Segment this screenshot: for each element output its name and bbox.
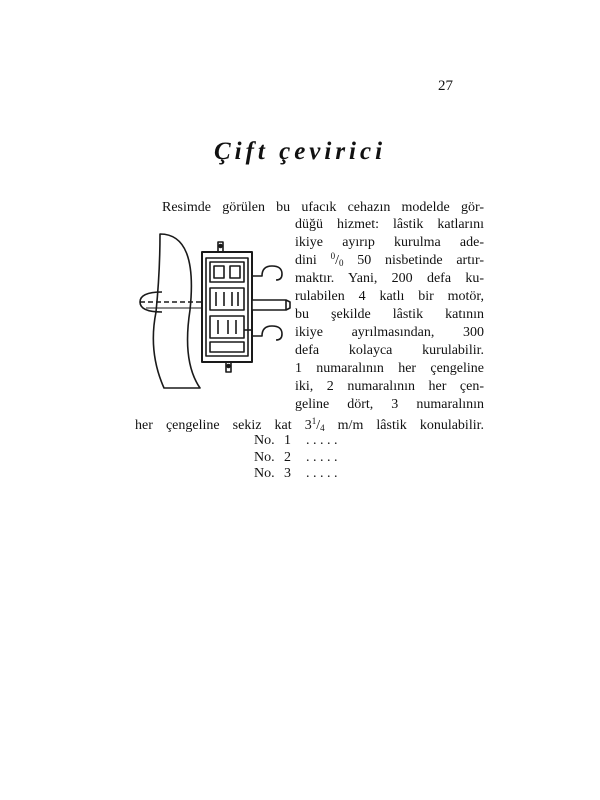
paragraph-line: defa kolayca kurulabilir. bbox=[295, 343, 484, 358]
fraction: $^1$/4 bbox=[311, 416, 325, 433]
list-item: No. 1 . . . . . bbox=[254, 433, 338, 448]
list-item: No. 2 . . . . . bbox=[254, 449, 338, 465]
paragraph-line: 1 numaralının her çengeline bbox=[295, 361, 484, 376]
paragraph-line: geline dört, 3 numaralının bbox=[295, 397, 484, 412]
text-fragment: 50 nisbetinde artır- bbox=[357, 253, 485, 268]
double-winder-diagram-icon bbox=[138, 232, 292, 390]
paragraph-line bbox=[295, 251, 485, 268]
list-item: No. 3 . . . . . bbox=[254, 466, 338, 481]
numbered-list bbox=[254, 433, 338, 483]
paragraph-line: Resimde görülen bu ufacık cehazın modelde gör- bbox=[162, 200, 484, 215]
paragraph-line: ikiye ayırıp kurulma ade- bbox=[295, 235, 484, 250]
page-number: 27 bbox=[438, 78, 453, 94]
text-fragment: m/m lâstik konulabilir. bbox=[337, 418, 484, 433]
paragraph-line: düğü hizmet: lâstik katlarını bbox=[295, 217, 484, 232]
text-fragment: dini bbox=[295, 253, 317, 268]
paragraph-line: ikiye ayrılmasından, 300 bbox=[295, 325, 484, 340]
percent-sign: $^0$/0 bbox=[330, 251, 344, 268]
paragraph-line: maktır. Yani, 200 defa ku- bbox=[295, 271, 484, 286]
text-fragment: her çengeline sekiz kat 3 bbox=[135, 418, 312, 433]
paragraph-line: iki, 2 numaralının her çen- bbox=[295, 379, 484, 394]
page-title: Çift çevirici bbox=[213, 138, 387, 165]
paragraph-line: bu şekilde lâstik katının bbox=[295, 307, 484, 322]
paragraph-line: rulabilen 4 katlı bir motör, bbox=[295, 289, 484, 304]
paragraph-line bbox=[135, 416, 484, 433]
